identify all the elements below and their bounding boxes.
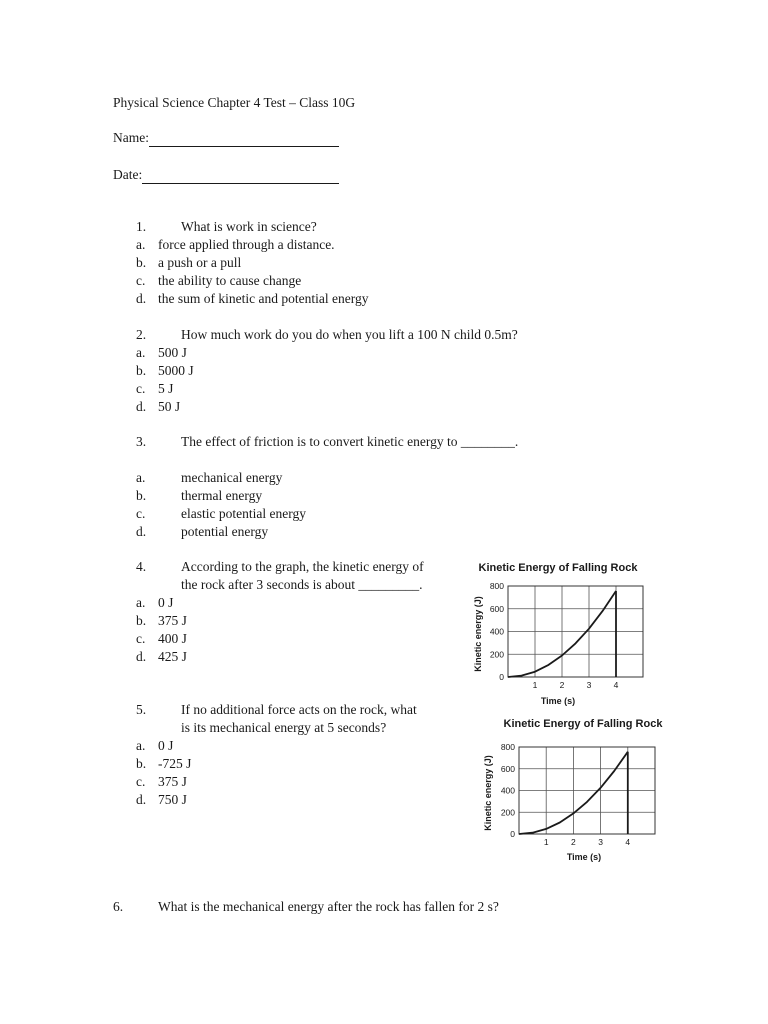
date-blank[interactable] — [142, 169, 339, 184]
question-text: The effect of friction is to convert kinetic energy to ________. — [181, 434, 519, 449]
option-text[interactable]: potential energy — [181, 524, 269, 539]
chart-svg — [463, 555, 663, 709]
option-letter: d. — [136, 524, 147, 539]
chart-y-tick-label: 400 — [489, 626, 504, 637]
chart-y-tick-label: 0 — [499, 672, 504, 682]
chart-x-tick-label: 4 — [613, 680, 619, 690]
question-number: 3. — [136, 434, 147, 449]
chart-x-tick-label: 4 — [625, 837, 631, 847]
chart-x-tick-label: 2 — [571, 837, 576, 847]
chart-x-tick-label: 2 — [559, 680, 565, 690]
question-text: What is the mechanical energy after the rock has fallen for 2 s? — [158, 899, 499, 914]
option-text[interactable]: the sum of kinetic and potential energy — [158, 291, 369, 306]
chart-y-axis-label: Kinetic energy (J) — [473, 596, 483, 672]
option-letter: c. — [136, 774, 146, 789]
option-letter: d. — [136, 291, 147, 306]
chart-x-tick-label: 1 — [543, 837, 549, 847]
name-blank[interactable] — [149, 132, 339, 147]
option-letter: d. — [136, 792, 147, 807]
chart-y-tick-label: 0 — [510, 829, 515, 839]
question-text: How much work do you do when you lift a 100 N child 0.5m? — [181, 327, 518, 342]
chart-x-tick-label: 1 — [532, 680, 538, 690]
chart-y-tick-label: 800 — [489, 581, 504, 591]
kinetic-energy-chart-2 — [475, 706, 675, 866]
option-letter: a. — [136, 237, 146, 252]
option-text[interactable]: 375 J — [158, 613, 187, 628]
option-letter: a. — [136, 345, 146, 360]
question-number: 5. — [136, 702, 147, 717]
option-text[interactable]: 5000 J — [158, 363, 194, 378]
chart-x-axis-label: Time (s) — [540, 696, 576, 706]
name-field[interactable] — [113, 129, 339, 147]
chart-y-tick-label: 600 — [489, 603, 504, 614]
date-field[interactable] — [113, 166, 339, 184]
option-letter: c. — [136, 273, 146, 288]
option-letter: c. — [136, 631, 146, 646]
question-text-line-2: is its mechanical energy at 5 seconds? — [181, 720, 387, 735]
option-letter: c. — [136, 381, 146, 396]
option-letter: b. — [136, 756, 147, 771]
option-letter: a. — [136, 738, 146, 753]
option-letter: a. — [136, 470, 146, 485]
option-text[interactable]: the ability to cause change — [158, 273, 302, 288]
option-text[interactable]: 425 J — [158, 649, 187, 664]
chart-y-tick-label: 200 — [500, 807, 515, 818]
option-text[interactable]: 750 J — [158, 792, 187, 807]
question-text-line-1: If no additional force acts on the rock, what — [181, 702, 417, 717]
chart-title: Kinetic Energy of Falling Rock — [478, 562, 638, 574]
option-text[interactable]: elastic potential energy — [181, 506, 306, 521]
option-text[interactable]: -725 J — [158, 756, 192, 771]
option-letter: d. — [136, 649, 147, 664]
option-text[interactable]: thermal energy — [181, 488, 263, 503]
chart-y-tick-label: 200 — [489, 649, 504, 660]
chart-y-axis-label: Kinetic energy (J) — [483, 755, 493, 831]
option-text[interactable]: 5 J — [158, 381, 174, 396]
chart-title: Kinetic Energy of Falling Rock — [503, 718, 663, 730]
option-text[interactable]: a push or a pull — [158, 255, 242, 270]
chart-svg — [475, 706, 675, 866]
option-letter: b. — [136, 488, 147, 503]
name-label: Name: — [113, 130, 149, 145]
option-text[interactable]: 0 J — [158, 738, 174, 753]
question-number: 2. — [136, 327, 147, 342]
chart-x-tick-label: 3 — [586, 680, 592, 690]
option-letter: b. — [136, 363, 147, 378]
question-text: What is work in science? — [181, 219, 317, 234]
option-text[interactable]: 0 J — [158, 595, 174, 610]
question-number: 4. — [136, 559, 147, 574]
chart-y-tick-label: 800 — [500, 742, 515, 752]
option-letter: c. — [136, 506, 146, 521]
question-number: 6. — [113, 899, 124, 914]
option-text[interactable]: mechanical energy — [181, 470, 283, 485]
option-letter: a. — [136, 595, 146, 610]
test-title: Physical Science Chapter 4 Test – Class 10G — [113, 95, 356, 110]
question-number: 1. — [136, 219, 147, 234]
option-text[interactable]: 500 J — [158, 345, 187, 360]
question-text-line-2: the rock after 3 seconds is about _________. — [181, 577, 423, 592]
option-text[interactable]: 400 J — [158, 631, 187, 646]
option-letter: d. — [136, 399, 147, 414]
option-letter: b. — [136, 613, 147, 628]
chart-y-tick-label: 400 — [500, 785, 515, 796]
option-text[interactable]: force applied through a distance. — [158, 237, 335, 252]
kinetic-energy-chart-1 — [463, 555, 663, 709]
chart-x-tick-label: 3 — [598, 837, 603, 847]
question-text-line-1: According to the graph, the kinetic energy of — [181, 559, 424, 574]
option-letter: b. — [136, 255, 147, 270]
option-text[interactable]: 375 J — [158, 774, 187, 789]
chart-x-axis-label: Time (s) — [566, 852, 602, 862]
chart-y-tick-label: 600 — [500, 763, 515, 774]
date-label: Date: — [113, 167, 143, 182]
option-text[interactable]: 50 J — [158, 399, 181, 414]
